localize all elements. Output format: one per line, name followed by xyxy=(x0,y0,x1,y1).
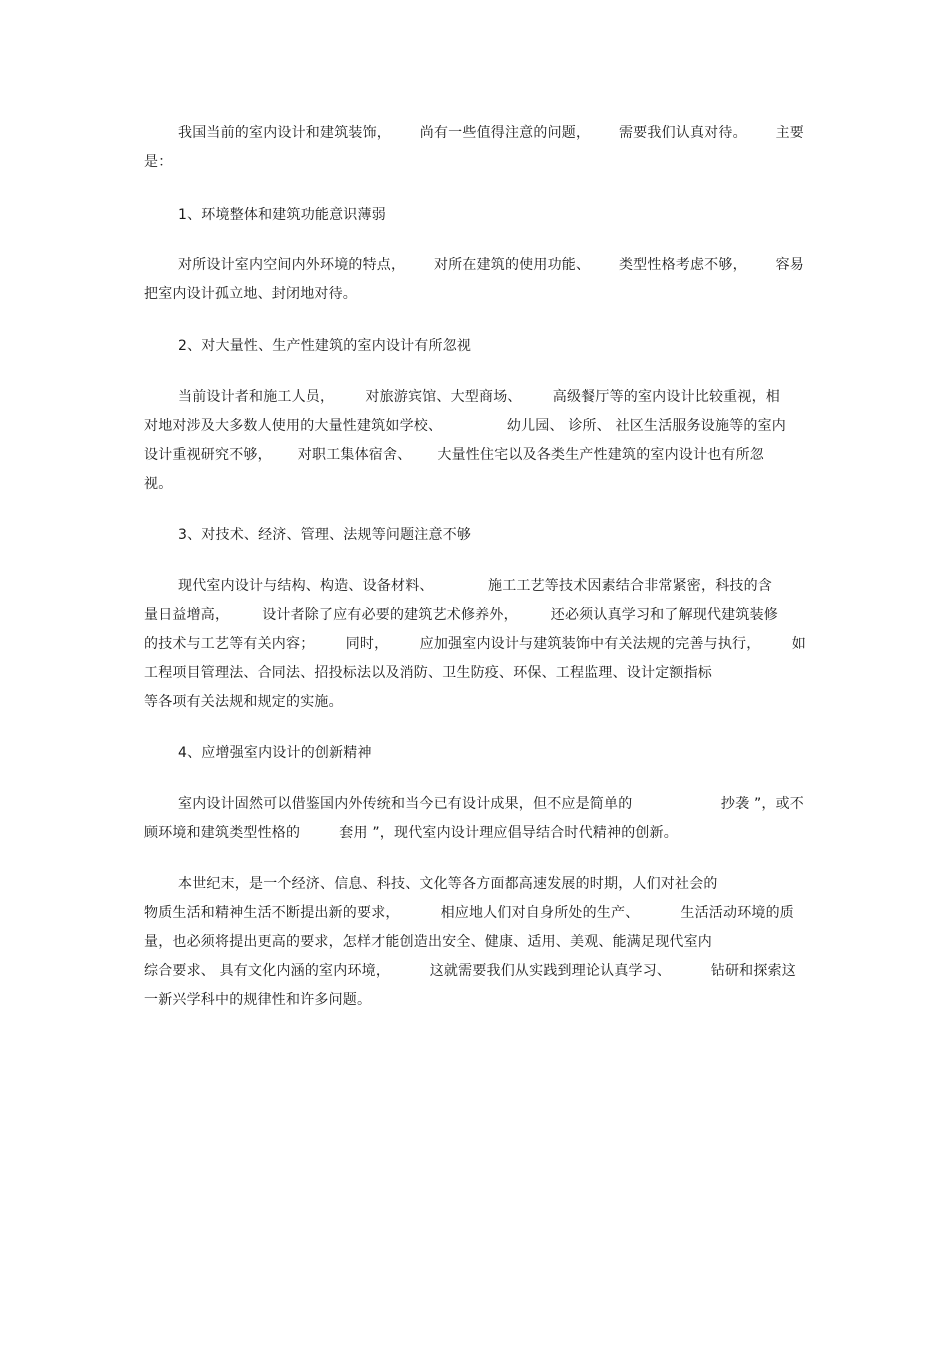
para-2-line-2: 对地对涉及大多数人使用的大量性建筑如学校、 幼儿园、 诊所、 社区生活服务设施等的室内 xyxy=(144,418,786,434)
para-2-line-4: 视。 xyxy=(144,476,173,492)
para-3-line-3: 的技术与工艺等有关内容； 同时， 应加强室内设计与建筑装饰中有关法规的完善与执行， 如 xyxy=(144,636,806,652)
para-5-line-1: 本世纪末，是一个经济、信息、科技、文化等各方面都高速发展的时期，人们对社会的 xyxy=(178,876,718,892)
para-1-line-2: 把室内设计孤立地、封闭地对待。 xyxy=(144,286,357,302)
heading-4: 4、应增强室内设计的创新精神 xyxy=(178,745,372,761)
intro-line-2: 是： xyxy=(144,154,173,170)
para-2-line-3: 设计重视研究不够， 对职工集体宿舍、 大量性住宅以及各类生产性建筑的室内设计也有所忽 xyxy=(144,447,764,463)
para-5-line-5: 一新兴学科中的规律性和许多问题。 xyxy=(144,992,372,1008)
heading-3: 3、对技术、经济、管理、法规等问题注意不够 xyxy=(178,527,472,543)
para-3-line-5: 等各项有关法规和规定的实施。 xyxy=(144,694,343,710)
heading-2: 2、对大量性、生产性建筑的室内设计有所忽视 xyxy=(178,338,472,354)
para-3-line-2: 量日益增高， 设计者除了应有必要的建筑艺术修养外， 还必须认真学习和了解现代建筑装修 xyxy=(144,607,778,623)
para-5-line-4: 综合要求、 具有文化内涵的室内环境， 这就需要我们从实践到理论认真学习、 钻研和探索这 xyxy=(144,963,796,979)
para-5-line-2: 物质生活和精神生活不断提出新的要求， 相应地人们对自身所处的生产、 生活活动环境的质 xyxy=(144,905,794,921)
para-4-line-1: 室内设计固然可以借鉴国内外传统和当今已有设计成果，但不应是简单的 抄袭 ”，或不 xyxy=(178,796,804,812)
para-2-line-1: 当前设计者和施工人员， 对旅游宾馆、大型商场、 高级餐厅等的室内设计比较重视，相 xyxy=(178,389,780,405)
para-1-line-1: 对所设计室内空间内外环境的特点， 对所在建筑的使用功能、 类型性格考虑不够， 容易 xyxy=(178,257,804,273)
intro-line-1: 我国当前的室内设计和建筑装饰， 尚有一些值得注意的问题， 需要我们认真对待。 主要 xyxy=(178,125,804,141)
para-3-line-1: 现代室内设计与结构、构造、设备材料、 施工工艺等技术因素结合非常紧密，科技的含 xyxy=(178,578,772,594)
para-5-line-3: 量，也必须将提出更高的要求，怎样才能创造出安全、健康、适用、美观、能满足现代室内 xyxy=(144,934,712,950)
para-3-line-4: 工程项目管理法、合同法、招投标法以及消防、卫生防疫、环保、工程监理、设计定额指标 xyxy=(144,665,712,681)
heading-1: 1、环境整体和建筑功能意识薄弱 xyxy=(178,207,386,223)
para-4-line-2: 顾环境和建筑类型性格的 套用 ”，现代室内设计理应倡导结合时代精神的创新。 xyxy=(144,825,678,841)
